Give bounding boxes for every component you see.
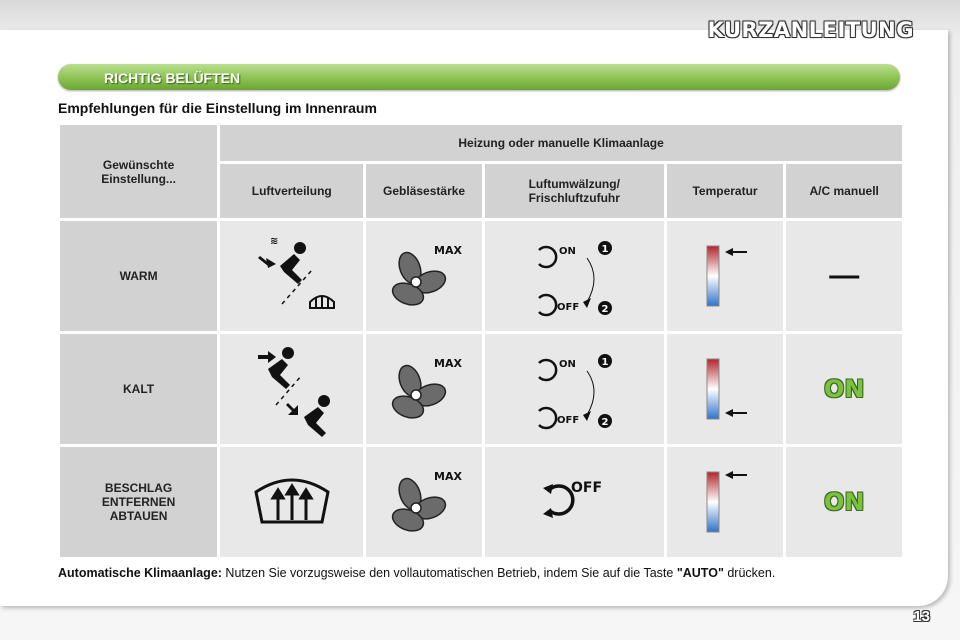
page-header-title: KURZANLEITUNG	[707, 18, 914, 42]
ac-state-warm: —	[829, 259, 860, 292]
recirculation-off-icon	[519, 462, 629, 542]
recirculation-kalt	[485, 334, 664, 444]
table-row	[60, 447, 902, 557]
recirculation-on-off-icon	[519, 341, 629, 437]
fan-speed-warm	[366, 221, 481, 331]
airflow-feet-windscreen-icon	[232, 226, 352, 326]
recirculation-on-off-icon	[519, 228, 629, 324]
table-row	[60, 221, 902, 331]
temperature-beschlag	[667, 447, 784, 557]
recirc-on-label: ON	[559, 359, 577, 370]
fan-max-label: MAX	[434, 244, 463, 257]
fan-max-icon	[374, 349, 474, 429]
footer-note	[58, 566, 904, 581]
airflow-face-feet-icon	[232, 339, 352, 439]
recirc-off-label: OFF	[571, 480, 603, 496]
air-distribution-beschlag	[220, 447, 363, 557]
col-header-luftumwaelzung: Luftumwälzung/ Frischluftzufuhr	[485, 164, 664, 218]
recirculation-beschlag	[485, 447, 664, 557]
ac-state-beschlag: ON	[823, 488, 865, 516]
col-header-geblaesestaerke: Gebläsestärke	[366, 164, 481, 218]
temperature-arrow-icon	[725, 248, 747, 256]
row-label-kalt: KALT	[60, 334, 217, 444]
col-header-temperatur: Temperatur	[667, 164, 784, 218]
corner-label: Gewünschte Einstellung...	[60, 125, 217, 218]
ac-manual-beschlag	[786, 447, 902, 557]
footer-text: Nutzen Sie vorzugsweise den vollautomatischen Betrieb, indem Sie auf die Taste	[221, 566, 677, 580]
col-header-ac-manuell: A/C manuell	[786, 164, 902, 218]
recirc-off-label: OFF	[557, 302, 580, 313]
row-label-warm: WARM	[60, 221, 217, 331]
temperature-arrow-icon	[725, 471, 747, 479]
group-header: Heizung oder manuelle Klimaanlage	[220, 125, 902, 161]
svg-text:≋: ≋	[269, 236, 279, 247]
row-label-beschlag	[60, 447, 217, 557]
windscreen-defrost-icon	[232, 462, 352, 542]
page-number: 13	[913, 608, 930, 625]
temperature-gauge-icon	[685, 236, 765, 316]
temperature-kalt	[667, 334, 784, 444]
ac-manual-kalt	[786, 334, 902, 444]
step-2-badge: 2	[601, 417, 609, 428]
footer-key: "AUTO"	[676, 566, 724, 580]
row-label-beschlag-text: BESCHLAG ENTFERNEN ABTAUEN	[101, 481, 176, 523]
fan-speed-kalt	[366, 334, 481, 444]
table-row	[60, 334, 902, 444]
table-subtitle: Empfehlungen für die Einstellung im Innenraum	[58, 100, 377, 116]
fan-max-label: MAX	[434, 470, 463, 483]
fan-max-icon	[374, 236, 474, 316]
fan-speed-beschlag	[366, 447, 481, 557]
recirculation-warm	[485, 221, 664, 331]
footer-tail: drücken.	[723, 566, 776, 580]
ac-state-kalt: ON	[823, 375, 865, 403]
ac-manual-warm	[786, 221, 902, 331]
step-1-badge: 1	[601, 244, 609, 255]
recirc-on-label: ON	[559, 246, 577, 257]
step-2-badge: 2	[601, 304, 609, 315]
col-header-luftverteilung: Luftverteilung	[220, 164, 363, 218]
temperature-arrow-icon	[725, 409, 747, 417]
temperature-warm	[667, 221, 784, 331]
fan-max-icon	[374, 462, 474, 542]
recirc-off-label: OFF	[557, 415, 580, 426]
settings-table	[57, 122, 905, 560]
air-distribution-kalt	[220, 334, 363, 444]
temperature-gauge-icon	[685, 349, 765, 429]
air-distribution-warm	[220, 221, 363, 331]
step-1-badge: 1	[601, 357, 609, 368]
section-title: RICHTIG BELÜFTEN	[104, 70, 241, 86]
footer-bold-lead: Automatische Klimaanlage:	[58, 566, 222, 580]
temperature-gauge-icon	[685, 462, 765, 542]
fan-max-label: MAX	[434, 357, 463, 370]
